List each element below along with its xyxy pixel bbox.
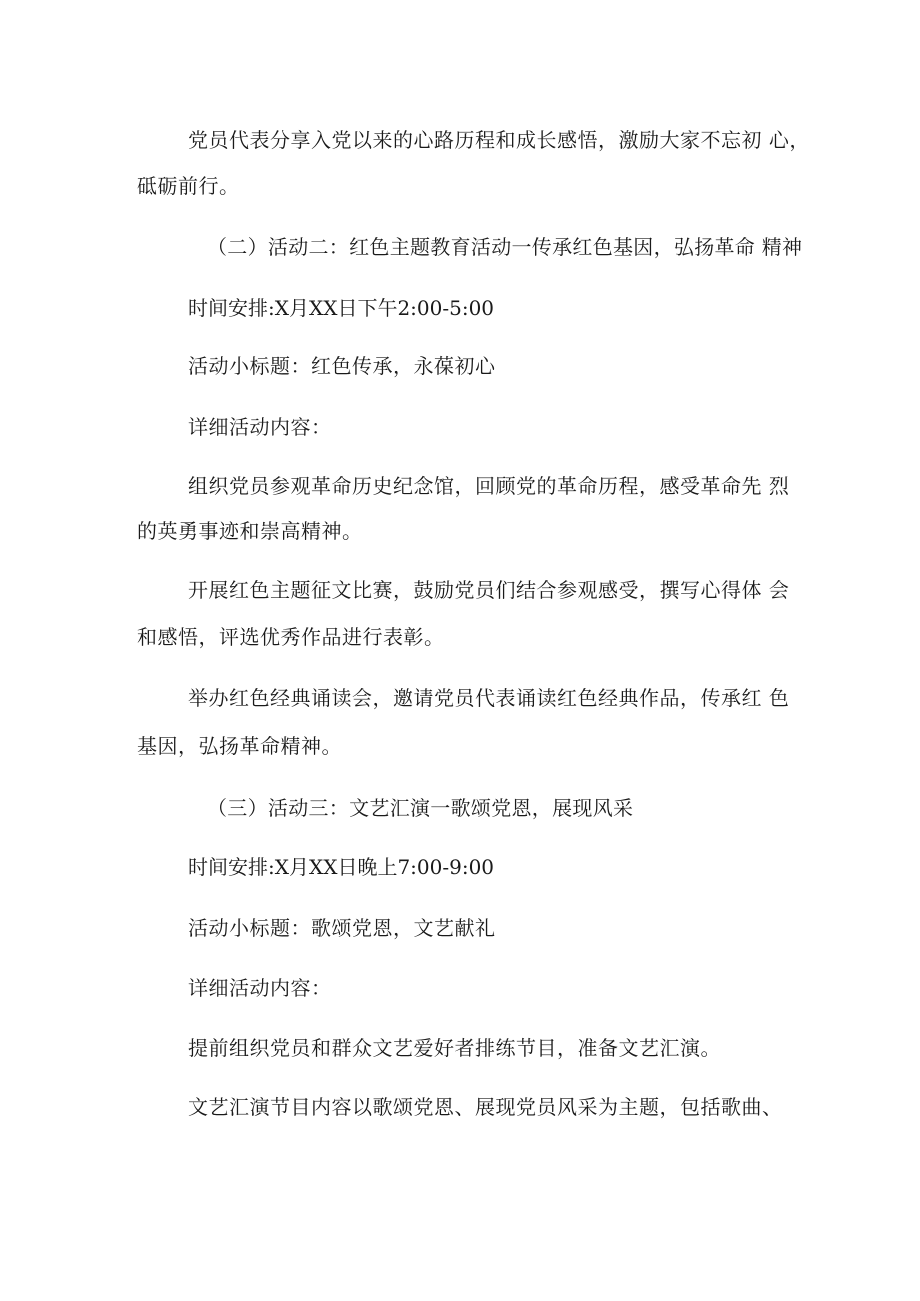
detail-label: 详细活动内容： [188, 415, 332, 439]
section-heading-activity-two: （二）活动二：红色主题教育活动一传承红色基因，弘扬革命 精神 [207, 235, 803, 259]
time-schedule: 时间安排:X月XX日晚上7:00-9:00 [188, 855, 495, 879]
paragraph-line: 提前组织党员和群众文艺爱好者排练节目，准备文艺汇演。 [188, 1036, 721, 1060]
paragraph-line: 组织党员参观革命历史纪念馆，回顾党的革命历程，感受革命先 烈 [188, 474, 790, 498]
detail-label: 详细活动内容： [188, 976, 332, 1000]
time-schedule: 时间安排:X月XX日下午2:00-5:00 [188, 296, 495, 320]
section-heading-activity-three: （三）活动三：文艺汇演一歌颂党恩，展现风采 [207, 796, 634, 820]
paragraph-line: 的英勇事迹和崇高精神。 [137, 519, 363, 543]
paragraph-line: 文艺汇演节目内容以歌颂党恩、展现党员风采为主题，包括歌曲、 [188, 1095, 783, 1119]
paragraph-line: 砥砺前行。 [137, 174, 240, 198]
paragraph-line: 举办红色经典诵读会，邀请党员代表诵读红色经典作品，传承红 色 [188, 686, 790, 710]
paragraph-line: 开展红色主题征文比赛，鼓励党员们结合参观感受，撰写心得体 会 [188, 578, 790, 602]
paragraph-line: 党员代表分享入党以来的心路历程和成长感悟，激励大家不忘初 心， [188, 128, 810, 152]
activity-subtitle: 活动小标题：歌颂党恩，文艺献礼 [188, 916, 496, 940]
paragraph-line: 基因，弘扬革命精神。 [137, 734, 342, 758]
paragraph-line: 和感悟，评选优秀作品进行表彰。 [137, 625, 445, 649]
activity-subtitle: 活动小标题：红色传承，永葆初心 [188, 354, 496, 378]
